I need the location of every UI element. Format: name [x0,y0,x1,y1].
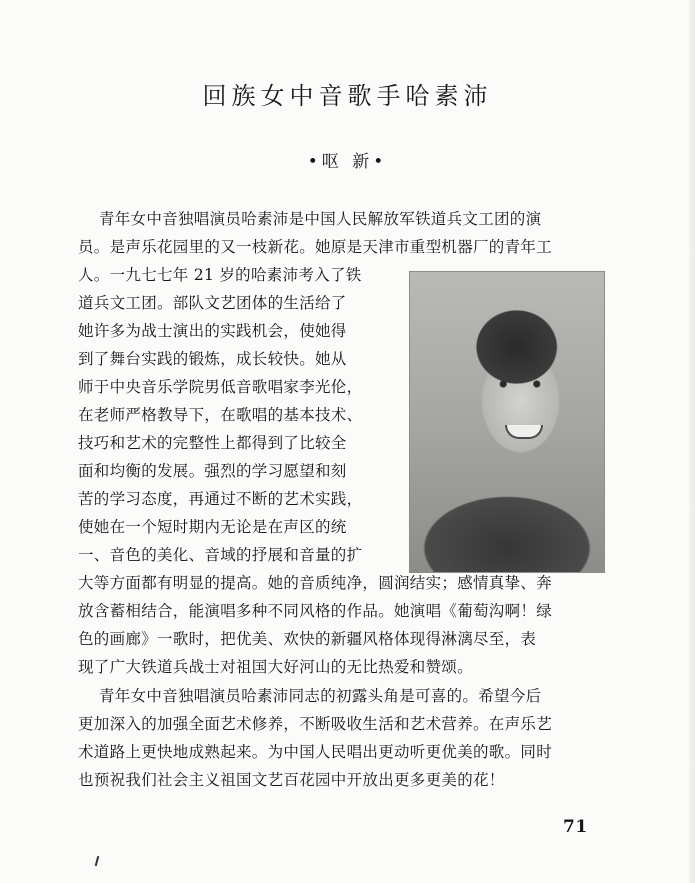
page-number: 71 [563,817,588,837]
portrait-smile [505,425,543,439]
paragraph-1-line-12: 使她在一个短时期内无论是在声区的统 [78,518,347,536]
page-edge [689,0,695,883]
paragraph-1-line-10: 面和均衡的发展。强烈的学习愿望和刻 [78,462,347,480]
portrait-photo [409,271,605,573]
paragraph-1-line-4: 道兵文工团。部队文艺团体的生活给了 [78,294,347,312]
article-author: •呕 新• [307,152,388,172]
paragraph-1-line-2: 员。是声乐花园里的又一枝新花。她原是天津市重型机器厂的青年工 [78,238,553,256]
paragraph-1-line-11: 苦的学习态度，再通过不断的艺术实践， [78,490,363,508]
paragraph-1-line-13: 一、音色的美化、音域的抒展和音量的扩 [78,546,363,564]
paragraph-1-line-9: 技巧和艺术的完整性上都得到了比较全 [78,434,347,452]
paragraph-1-line-14: 大等方面都有明显的提高。她的音质纯净，圆润结实；感情真挚、奔 [78,574,553,592]
paragraph-2-line-1: 青年女中音独唱演员哈素沛同志的初露头角是可喜的。希望今后 [99,687,542,705]
scan-mark [95,856,100,866]
paragraph-1-line-1: 青年女中音独唱演员哈素沛是中国人民解放军铁道兵文工团的演 [99,210,542,228]
paragraph-1-line-7: 师于中央音乐学院男低音歌唱家李光伦， [78,378,363,396]
paragraph-2-line-4: 也预祝我们社会主义祖国文艺百花园中开放出更多更美的花！ [78,771,505,789]
paragraph-1-line-5: 她许多为战士演出的实践机会，使她得 [78,322,347,340]
paragraph-2-line-3: 术道路上更快地成熟起来。为中国人民唱出更动听更优美的歌。同时 [78,743,553,761]
paragraph-2-line-2: 更加深入的加强全面艺术修养，不断吸收生活和艺术营养。在声乐艺 [78,715,553,733]
paragraph-1-line-15: 放含蓄相结合，能演唱多种不同风格的作品。她演唱《葡萄沟啊！绿 [78,602,553,620]
paragraph-1-line-8: 在老师严格教导下，在歌唱的基本技术、 [78,406,363,424]
paragraph-1-line-3: 人。一九七七年 21 岁的哈素沛考入了铁 [78,266,362,284]
paragraph-1-line-16: 色的画廊》一歌时，把优美、欢快的新疆风格体现得淋漓尽至，表 [78,630,537,648]
paragraph-1-line-6: 到了舞台实践的锻炼，成长较快。她从 [78,350,347,368]
paragraph-1-line-17: 现了广大铁道兵战士对祖国大好河山的无比热爱和赞颂。 [78,658,474,676]
article-title: 回族女中音歌手哈素沛 [202,82,493,110]
portrait-eyes [492,380,548,388]
